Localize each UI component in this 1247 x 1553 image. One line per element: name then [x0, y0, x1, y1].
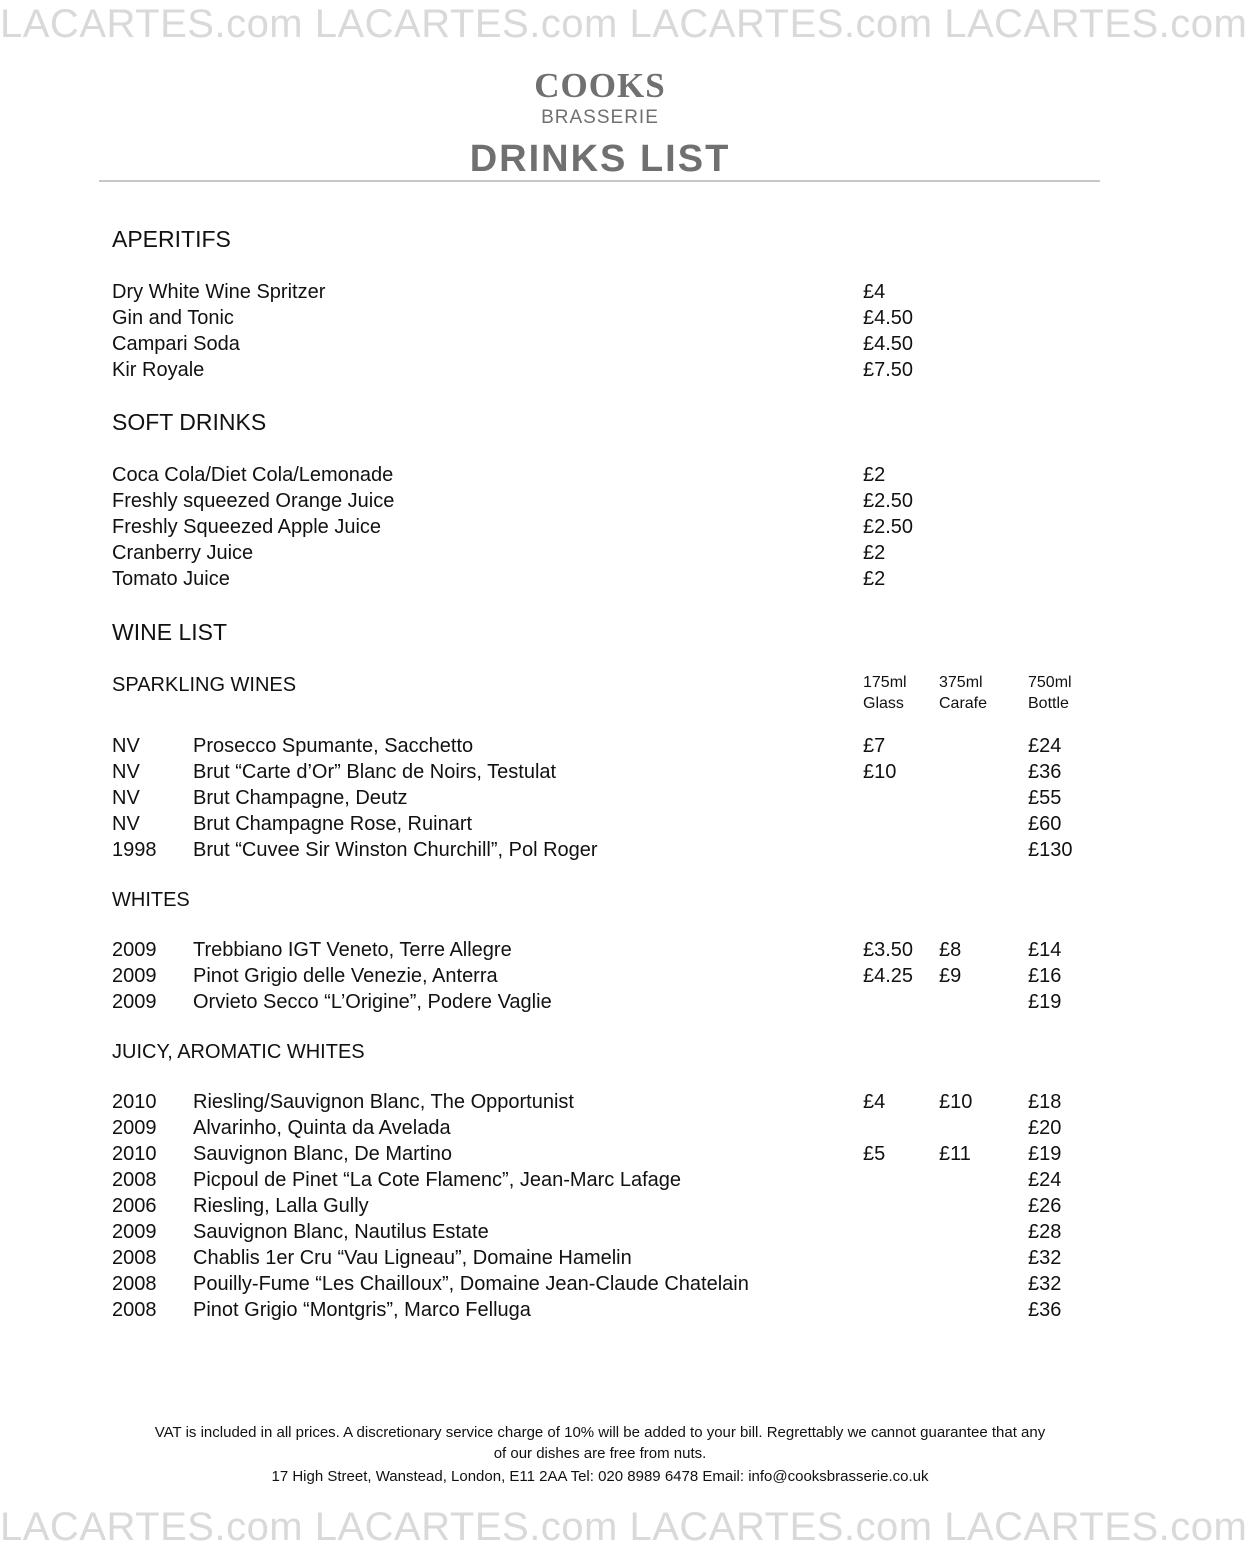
- wine-year: 2009: [112, 991, 157, 1013]
- column-unit: Bottle: [1028, 695, 1069, 712]
- wine-year: 2009: [112, 1117, 157, 1139]
- wine-bottle-price: £24: [1028, 735, 1062, 757]
- wine-name: Pinot Grigio delle Venezie, Anterra: [193, 965, 498, 987]
- list-item-price: £2: [863, 464, 886, 486]
- list-item-price: £4.50: [863, 307, 914, 329]
- wine-bottle-price: £28: [1028, 1221, 1062, 1243]
- wine-year: NV: [112, 787, 140, 809]
- footer-vat-line: VAT is included in all prices. A discretionary service charge of 10% will be added to your bill. Regrettably we cannot guarantee that any: [154, 1424, 1046, 1441]
- wine-bottle-price: £20: [1028, 1117, 1062, 1139]
- list-item-price: £4: [863, 281, 886, 303]
- wine-name: Riesling, Lalla Gully: [193, 1195, 369, 1217]
- wine-glass-price: £4: [863, 1091, 886, 1113]
- wine-bottle-price: £14: [1028, 939, 1062, 961]
- section-title-aperitifs: APERITIFS: [112, 226, 231, 252]
- list-item-name: Freshly squeezed Orange Juice: [112, 490, 395, 512]
- brand-subtitle: BRASSERIE: [541, 107, 659, 128]
- wine-bottle-price: £19: [1028, 991, 1062, 1013]
- wine-bottle-price: £26: [1028, 1195, 1062, 1217]
- footer-nuts-line: of our dishes are free from nuts.: [493, 1445, 707, 1462]
- subsection-title-whites: WHITES: [112, 889, 190, 911]
- wine-glass-price: £4.25: [863, 965, 914, 987]
- list-item-name: Coca Cola/Diet Cola/Lemonade: [112, 464, 394, 486]
- wine-name: Riesling/Sauvignon Blanc, The Opportunist: [193, 1091, 574, 1113]
- column-unit: Glass: [863, 695, 904, 712]
- list-item-price: £2.50: [863, 516, 914, 538]
- column-header-carafe: [939, 672, 987, 714]
- wine-glass-price: £10: [863, 761, 897, 783]
- watermark-bottom: LACARTES.com LACARTES.com LACARTES.com LACARTES.com: [0, 1505, 1247, 1549]
- wine-name: Sauvignon Blanc, Nautilus Estate: [193, 1221, 489, 1243]
- wine-carafe-price: £9: [939, 965, 962, 987]
- wine-name: Pinot Grigio “Montgris”, Marco Felluga: [193, 1299, 531, 1321]
- wine-name: Picpoul de Pinet “La Cote Flamenc”, Jean-Marc Lafage: [193, 1169, 682, 1191]
- list-item-price: £2: [863, 568, 886, 590]
- subsection-title-sparkling: SPARKLING WINES: [112, 674, 297, 696]
- page-title: DRINKS LIST: [469, 138, 731, 180]
- footer-address-line: 17 High Street, Wanstead, London, E11 2AA Tel: 020 8989 6478 Email: info@cooksbrasserie.co.uk: [271, 1468, 929, 1485]
- wine-year: 2009: [112, 1221, 157, 1243]
- wine-name: Sauvignon Blanc, De Martino: [193, 1143, 453, 1165]
- wine-year: 2006: [112, 1195, 157, 1217]
- header-divider: [99, 180, 1100, 182]
- column-size: 175ml: [863, 674, 907, 691]
- wine-name: Brut Champagne Rose, Ruinart: [193, 813, 473, 835]
- wine-bottle-price: £24: [1028, 1169, 1062, 1191]
- wine-year: 2009: [112, 965, 157, 987]
- wine-carafe-price: £8: [939, 939, 962, 961]
- list-item-name: Cranberry Juice: [112, 542, 254, 564]
- wine-year: 2008: [112, 1273, 157, 1295]
- section-title-wine-list: WINE LIST: [112, 619, 228, 645]
- wine-bottle-price: £32: [1028, 1247, 1062, 1269]
- list-item-price: £4.50: [863, 333, 914, 355]
- section-title-soft-drinks: SOFT DRINKS: [112, 409, 267, 435]
- wine-year: NV: [112, 735, 140, 757]
- wine-glass-price: £7: [863, 735, 886, 757]
- footer-notice: [100, 1422, 1100, 1464]
- list-item-name: Gin and Tonic: [112, 307, 234, 329]
- list-item-price: £7.50: [863, 359, 914, 381]
- subsection-title-aromatic-whites: JUICY, AROMATIC WHITES: [112, 1041, 365, 1063]
- wine-year: NV: [112, 761, 140, 783]
- wine-bottle-price: £60: [1028, 813, 1062, 835]
- list-item-name: Tomato Juice: [112, 568, 230, 590]
- list-item-name: Kir Royale: [112, 359, 205, 381]
- wine-name: Brut Champagne, Deutz: [193, 787, 408, 809]
- wine-bottle-price: £16: [1028, 965, 1062, 987]
- wine-name: Chablis 1er Cru “Vau Ligneau”, Domaine Hamelin: [193, 1247, 632, 1269]
- wine-bottle-price: £55: [1028, 787, 1062, 809]
- wine-year: NV: [112, 813, 140, 835]
- wine-name: Alvarinho, Quinta da Avelada: [193, 1117, 451, 1139]
- wine-glass-price: £3.50: [863, 939, 914, 961]
- wine-glass-price: £5: [863, 1143, 886, 1165]
- wine-name: Prosecco Spumante, Sacchetto: [193, 735, 474, 757]
- watermark-top: LACARTES.com LACARTES.com LACARTES.com LACARTES.com: [0, 2, 1247, 46]
- wine-year: 2008: [112, 1169, 157, 1191]
- wine-carafe-price: £11: [939, 1143, 971, 1165]
- list-item-price: £2.50: [863, 490, 914, 512]
- column-unit: Carafe: [939, 695, 988, 712]
- column-header-bottle: [1028, 672, 1072, 714]
- list-item-name: Campari Soda: [112, 333, 240, 355]
- menu-header: [0, 66, 1200, 182]
- wine-bottle-price: £19: [1028, 1143, 1062, 1165]
- wine-bottle-price: £36: [1028, 1299, 1062, 1321]
- wine-bottle-price: £18: [1028, 1091, 1062, 1113]
- wine-year: 2010: [112, 1091, 157, 1113]
- wine-name: Orvieto Secco “L’Origine”, Podere Vaglie: [193, 991, 552, 1013]
- column-header-glass: [863, 672, 907, 714]
- wine-name: Brut “Carte d’Or” Blanc de Noirs, Testulat: [193, 761, 557, 783]
- wine-name: Pouilly-Fume “Les Chailloux”, Domaine Jean-Claude Chatelain: [193, 1273, 749, 1295]
- wine-year: 2008: [112, 1247, 157, 1269]
- wine-year: 2009: [112, 939, 157, 961]
- list-item-price: £2: [863, 542, 886, 564]
- wine-year: 2008: [112, 1299, 157, 1321]
- list-item-name: Dry White Wine Spritzer: [112, 281, 326, 303]
- column-size: 750ml: [1028, 674, 1072, 691]
- wine-bottle-price: £36: [1028, 761, 1062, 783]
- wine-bottle-price: £130: [1028, 839, 1073, 861]
- column-size: 375ml: [939, 674, 983, 691]
- wine-year: 1998: [112, 839, 157, 861]
- wine-name: Trebbiano IGT Veneto, Terre Allegre: [193, 939, 512, 961]
- wine-carafe-price: £10: [939, 1091, 973, 1113]
- wine-year: 2010: [112, 1143, 157, 1165]
- wine-name: Brut “Cuvee Sir Winston Churchill”, Pol Roger: [193, 839, 598, 861]
- list-item-name: Freshly Squeezed Apple Juice: [112, 516, 382, 538]
- brand-name: COOKS: [534, 66, 666, 105]
- wine-bottle-price: £32: [1028, 1273, 1062, 1295]
